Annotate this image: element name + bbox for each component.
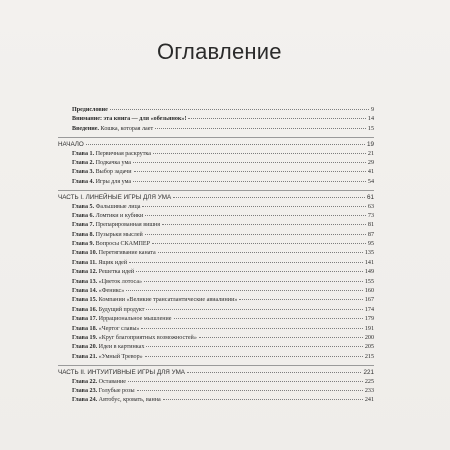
- page-number: 191: [364, 325, 374, 332]
- page-number: 61: [366, 194, 374, 202]
- dot-leader: [239, 299, 362, 300]
- chapter-title: Автобус, кровать, ванна: [97, 397, 161, 404]
- section-divider: [58, 190, 374, 191]
- dot-leader: [173, 197, 365, 198]
- page-title: Оглавление: [157, 39, 282, 64]
- page-number: 63: [367, 203, 374, 210]
- chapter-number: Глава 7.: [72, 222, 95, 229]
- chapter-title: Будущий продукт: [97, 306, 145, 313]
- chapter-title: Подкачка ума: [94, 159, 131, 166]
- toc-chapter-entry: [58, 307, 374, 316]
- dot-leader: [152, 243, 366, 244]
- dot-leader: [144, 281, 363, 282]
- section-title: ЧАСТЬ II. ИНТУИТИВНЫЕ ИГРЫ ДЛЯ УМА: [58, 369, 186, 377]
- toc-chapter-entry: [58, 344, 374, 353]
- chapter-title: Перетягивание каната: [97, 250, 156, 257]
- chapter-number: Глава 12.: [72, 269, 98, 276]
- chapter-title: «Феникс»: [97, 288, 125, 295]
- toc-chapter-entry: [58, 250, 374, 259]
- chapter-title: Препарированная вишня: [94, 222, 161, 229]
- toc-entry-attention: [58, 116, 374, 125]
- dot-leader: [158, 252, 363, 253]
- chapter-number: Глава 17.: [72, 316, 98, 323]
- dot-leader: [145, 234, 366, 235]
- chapter-number: Глава 4.: [72, 178, 95, 185]
- chapter-number: Глава 13.: [72, 278, 98, 285]
- chapter-number: Глава 15.: [72, 297, 98, 304]
- entry-label: Предисловие: [72, 107, 108, 113]
- dot-leader: [133, 162, 366, 163]
- chapter-title: Выбор задачи: [94, 169, 132, 176]
- chapter-number: Глава 2.: [72, 159, 95, 166]
- chapter-title: Пузырьки мыслей: [94, 231, 143, 238]
- chapter-number: Глава 3.: [72, 169, 95, 176]
- chapter-number: Глава 1.: [72, 150, 95, 157]
- toc-chapter-entry: [58, 222, 374, 231]
- chapter-number: Глава 9.: [72, 241, 95, 248]
- chapter-number: Глава 11.: [72, 259, 97, 266]
- page-number: 73: [367, 212, 374, 219]
- toc-entry-introduction: [58, 126, 374, 135]
- chapter-title: Решетка идей: [97, 269, 135, 276]
- toc-chapter-entry: [58, 260, 374, 269]
- toc-section-heading: [58, 369, 374, 378]
- chapter-number: Глава 22.: [72, 378, 98, 385]
- toc-chapter-entry: [58, 241, 374, 250]
- toc-chapter-entry: [58, 169, 374, 178]
- chapter-number: Глава 21.: [72, 353, 98, 360]
- entry-label: Кошка, которая лает: [99, 125, 154, 132]
- chapter-number: Глава 10.: [72, 250, 98, 257]
- dot-leader: [145, 356, 363, 357]
- chapter-title: Фальшивые лица: [94, 203, 141, 210]
- chapter-title: «Цветок лотоса»: [97, 278, 143, 285]
- dot-leader: [187, 372, 361, 373]
- page-number: 41: [367, 169, 374, 176]
- page-number: 141: [364, 259, 374, 266]
- toc-entry-preface: [58, 107, 374, 116]
- chapter-title: «Чертог славы»: [97, 325, 140, 332]
- chapter-list: [58, 151, 374, 189]
- toc-chapter-entry: [58, 288, 374, 297]
- dot-leader: [128, 381, 363, 382]
- page-number: 155: [364, 278, 374, 285]
- page-number: 174: [364, 306, 374, 313]
- chapter-title: Компании «Великие трансатлантические авиалинии»: [97, 297, 238, 304]
- chapter-list: [58, 204, 374, 364]
- entry-label: Внимание: эта книга — для «обезьянок»!: [72, 116, 187, 123]
- dot-leader: [162, 224, 366, 225]
- section-divider: [58, 365, 374, 366]
- page-number: 87: [367, 231, 374, 238]
- toc-chapter-entry: [58, 269, 374, 278]
- page-number: 149: [364, 269, 374, 276]
- page-number: 221: [363, 369, 374, 377]
- chapter-number: Глава 5.: [72, 203, 95, 210]
- dot-leader: [129, 262, 363, 263]
- page-number: 95: [367, 241, 374, 248]
- toc-chapter-entry: [58, 151, 374, 160]
- chapter-title: Ящик идей: [96, 259, 128, 266]
- dot-leader: [110, 109, 369, 110]
- section-title: ЧАСТЬ I. ЛИНЕЙНЫЕ ИГРЫ ДЛЯ УМА: [58, 194, 172, 202]
- chapter-title: Голубые розы: [97, 387, 135, 394]
- toc-chapter-entry: [58, 316, 374, 325]
- page-number: 167: [364, 297, 374, 304]
- chapter-title: Игры для ума: [94, 178, 132, 185]
- page-number: 160: [364, 288, 374, 295]
- page-number: 233: [364, 387, 374, 394]
- chapter-number: Глава 24.: [72, 397, 98, 404]
- dot-leader: [86, 144, 365, 145]
- toc-chapter-entry: [58, 379, 374, 388]
- entry-prefix: Введение.: [72, 125, 100, 132]
- toc-chapter-entry: [58, 179, 374, 188]
- dot-leader: [163, 399, 363, 400]
- page-number: 200: [364, 334, 374, 341]
- section-divider: [58, 137, 374, 138]
- chapter-title: «Круг благоприятных возможностей»: [97, 334, 197, 341]
- toc-chapter-entry: [58, 204, 374, 213]
- section-title: НАЧАЛО: [58, 141, 84, 149]
- toc-chapter-entry: [58, 213, 374, 222]
- chapter-number: Глава 6.: [72, 212, 95, 219]
- page-number: 29: [367, 159, 374, 166]
- page-number: 241: [364, 397, 374, 404]
- page-number: 205: [364, 344, 374, 351]
- toc-chapter-entry: [58, 160, 374, 169]
- chapter-title: Ломтики и кубики: [94, 212, 144, 219]
- toc-chapter-entry: [58, 388, 374, 397]
- chapter-number: Глава 16.: [72, 306, 98, 313]
- dot-leader: [199, 337, 363, 338]
- dot-leader: [146, 309, 362, 310]
- toc-chapter-entry: [58, 354, 374, 363]
- toc-chapter-entry: [58, 397, 374, 406]
- toc-section-heading: [58, 141, 374, 150]
- chapter-number: Глава 14.: [72, 288, 98, 295]
- chapter-title: Оставание: [97, 378, 126, 385]
- toc-section-heading: [58, 194, 374, 203]
- toc-chapter-entry: [58, 335, 374, 344]
- chapter-number: Глава 18.: [72, 325, 98, 332]
- toc-chapter-entry: [58, 297, 374, 306]
- dot-leader: [145, 215, 366, 216]
- page-number: 15: [367, 125, 374, 132]
- dot-leader: [126, 290, 363, 291]
- dot-leader: [133, 181, 366, 182]
- page-number: 54: [367, 178, 374, 185]
- chapter-title: Вопросы СКАМПЕР: [94, 241, 151, 248]
- dot-leader: [136, 271, 363, 272]
- toc-chapter-entry: [58, 279, 374, 288]
- chapter-number: Глава 19.: [72, 334, 98, 341]
- chapter-title: Первичная раскрутка: [94, 150, 151, 157]
- toc-chapter-entry: [58, 232, 374, 241]
- chapter-number: Глава 8.: [72, 231, 95, 238]
- page-number: 135: [364, 250, 374, 257]
- page-number: 14: [367, 116, 374, 123]
- page-number: 215: [364, 353, 374, 360]
- dot-leader: [155, 128, 366, 129]
- chapter-list: [58, 379, 374, 407]
- page-number: 225: [364, 378, 374, 385]
- page-number: 19: [366, 141, 374, 149]
- dot-leader: [141, 328, 362, 329]
- dot-leader: [174, 318, 363, 319]
- page-number: 81: [367, 222, 374, 229]
- dot-leader: [153, 153, 366, 154]
- dot-leader: [146, 346, 362, 347]
- chapter-title: Иррациональное мышление: [97, 316, 172, 323]
- chapter-number: Глава 23.: [72, 387, 98, 394]
- dot-leader: [142, 206, 365, 207]
- dot-leader: [137, 390, 363, 391]
- chapter-title: Идеи в картинках: [97, 344, 145, 351]
- page-number: 179: [364, 316, 374, 323]
- chapter-title: «Умный Тревор»: [97, 353, 143, 360]
- toc-chapter-entry: [58, 326, 374, 335]
- page-number: 21: [367, 150, 374, 157]
- page-number: 9: [370, 107, 374, 113]
- dot-leader: [188, 118, 365, 119]
- chapter-number: Глава 20.: [72, 344, 98, 351]
- table-of-contents: [58, 107, 374, 407]
- dot-leader: [134, 171, 366, 172]
